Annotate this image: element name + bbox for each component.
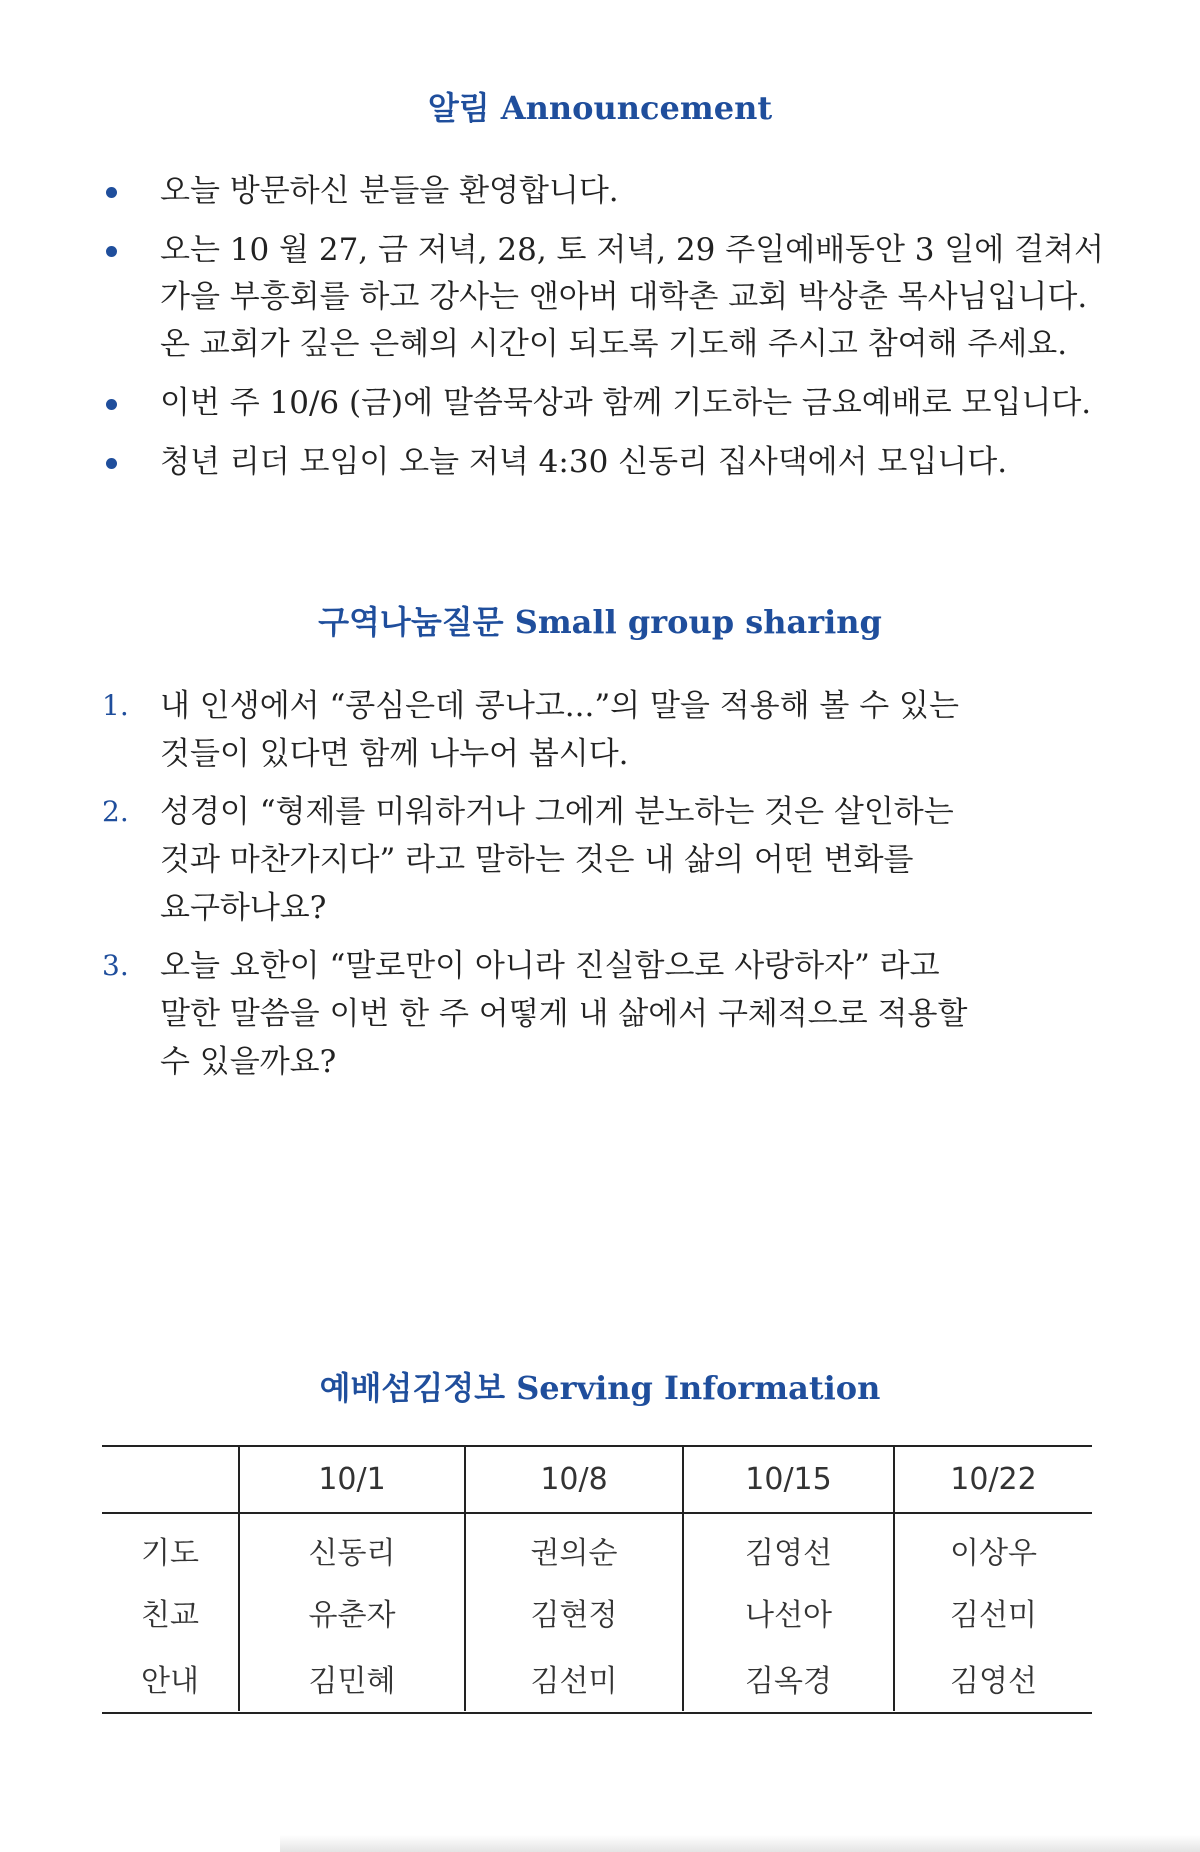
question-line: 성경이 “형제를 미워하거나 그에게 분노하는 것은 살인하는	[160, 794, 954, 830]
question-line: 수 있을까요?	[160, 1044, 337, 1080]
name-cell: 김민혜	[239, 1645, 465, 1711]
table-header-row	[102, 1446, 1092, 1513]
question-line: 내 인생에서 “콩심은데 콩나고...”의 말을 적용해 볼 수 있는	[160, 688, 959, 724]
announcement-title: 알림 Announcement	[427, 89, 773, 127]
name-cell: 김선미	[894, 1579, 1092, 1645]
announcement-line: 이번 주 10/6 (금)에 말씀묵상과 함께 기도하는 금요예배로 모입니다.	[160, 385, 1092, 421]
page-edge-shadow	[280, 1835, 1200, 1852]
announcement-line: 오늘 방문하신 분들을 환영합니다.	[160, 173, 619, 209]
name-cell: 김선미	[465, 1645, 683, 1711]
table-bottom-rule	[102, 1712, 1092, 1714]
question-line: 것과 마찬가지다” 라고 말하는 것은 내 삶의 어떤 변화를	[160, 842, 914, 878]
name-cell: 김영선	[894, 1645, 1092, 1711]
question-number: 1.	[102, 689, 129, 722]
list-item	[100, 380, 1090, 427]
serving-table	[102, 1446, 1092, 1711]
question-number: 3.	[102, 949, 129, 982]
table-row	[102, 1645, 1092, 1711]
list-item	[100, 439, 1090, 486]
bullet-icon	[106, 187, 117, 198]
question-line: 요구하나요?	[160, 890, 327, 926]
name-cell: 이상우	[894, 1513, 1092, 1579]
date-header: 10/22	[894, 1446, 1092, 1513]
role-cell: 친교	[141, 1598, 199, 1633]
list-item	[100, 227, 1104, 368]
serving-title: 예배섬김정보 Serving Information	[319, 1369, 881, 1407]
name-cell: 김현정	[465, 1579, 683, 1645]
announcement-line: 청년 리더 모임이 오늘 저녁 4:30 신동리 집사댁에서 모입니다.	[160, 444, 1008, 480]
name-cell: 신동리	[239, 1513, 465, 1579]
announcement-line: 오는 10 월 27, 금 저녁, 28, 토 저녁, 29 주일예배동안 3 일에 걸쳐서	[160, 232, 1104, 268]
table-row	[102, 1513, 1092, 1579]
question-line: 말한 말씀을 이번 한 주 어떻게 내 삶에서 구체적으로 적용할	[160, 996, 968, 1032]
bullet-icon	[106, 246, 117, 257]
list-item	[100, 942, 1090, 1086]
bullet-icon	[106, 399, 117, 410]
role-cell: 안내	[141, 1664, 199, 1699]
name-cell: 김옥경	[683, 1645, 894, 1711]
date-header: 10/15	[683, 1446, 894, 1513]
question-line: 오늘 요한이 “말로만이 아니라 진실함으로 사랑하자” 라고	[160, 948, 940, 984]
date-header: 10/8	[465, 1446, 683, 1513]
list-item	[100, 682, 1090, 778]
announcement-list	[100, 168, 1104, 486]
announcement-line: 온 교회가 깊은 은혜의 시간이 되도록 기도해 주시고 참여해 주세요.	[160, 326, 1068, 362]
role-cell: 기도	[141, 1535, 199, 1571]
sharing-title: 구역나눔질문 Small group sharing	[318, 603, 882, 641]
name-cell: 권의순	[465, 1513, 683, 1579]
question-line: 것들이 있다면 함께 나누어 봅시다.	[160, 736, 629, 772]
sharing-list	[100, 682, 1090, 1086]
question-number: 2.	[102, 795, 129, 828]
date-header: 10/1	[239, 1446, 465, 1513]
name-cell: 유춘자	[239, 1579, 465, 1645]
announcement-line: 가을 부흥회를 하고 강사는 앤아버 대학촌 교회 박상춘 목사님입니다.	[160, 279, 1088, 315]
name-cell: 나선아	[683, 1579, 894, 1645]
table-header-empty	[102, 1446, 239, 1513]
bullet-icon	[106, 458, 117, 469]
list-item	[100, 168, 1090, 215]
table-row	[102, 1579, 1092, 1645]
name-cell: 김영선	[683, 1513, 894, 1579]
list-item	[100, 788, 1090, 932]
